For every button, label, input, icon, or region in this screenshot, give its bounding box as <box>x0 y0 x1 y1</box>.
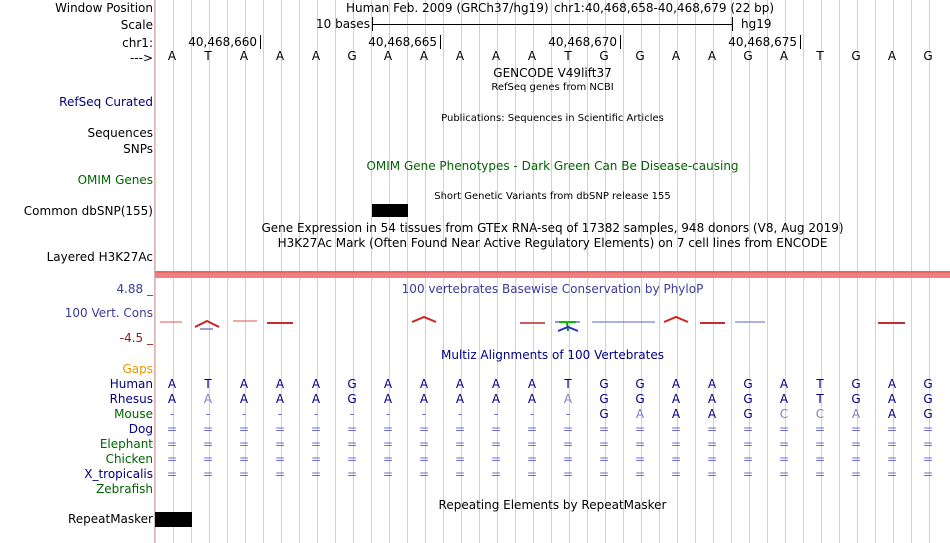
alignment-base: C <box>779 407 789 421</box>
alignment-base: = <box>202 467 214 481</box>
alignment-base: = <box>562 467 574 481</box>
alignment-base: A <box>887 407 897 421</box>
ruler-tick <box>260 35 261 49</box>
multiz-track-title[interactable]: Multiz Alignments of 100 Vertebrates <box>440 348 665 362</box>
alignment-base: A <box>167 392 177 406</box>
alignment-base: = <box>526 437 538 451</box>
alignment-base: T <box>204 377 212 391</box>
species-label-chicken[interactable]: Chicken <box>105 452 153 466</box>
alignment-base: C <box>815 407 825 421</box>
alignment-base: G <box>347 377 357 391</box>
alignment-base: = <box>346 422 358 436</box>
alignment-base: G <box>599 407 609 421</box>
ruler-tick <box>440 35 441 49</box>
alignment-base: = <box>310 422 322 436</box>
alignment-base: = <box>346 452 358 466</box>
alignment-base: = <box>454 422 466 436</box>
sequence-base: A <box>527 49 537 63</box>
alignment-base: = <box>346 467 358 481</box>
alignment-base: = <box>778 437 790 451</box>
alignment-base: = <box>166 437 178 451</box>
alignment-base: A <box>887 377 897 391</box>
alignment-base: = <box>526 422 538 436</box>
alignment-base: = <box>850 452 862 466</box>
alignment-base: = <box>670 437 682 451</box>
alignment-base: A <box>383 392 393 406</box>
sequence-base: G <box>347 49 357 63</box>
alignment-base: G <box>851 377 861 391</box>
alignment-base: = <box>850 467 862 481</box>
refseq-track-title[interactable]: RefSeq genes from NCBI <box>491 82 614 93</box>
alignment-base: = <box>634 437 646 451</box>
gencode-track-title[interactable]: GENCODE V49lift37 <box>493 66 612 80</box>
alignment-base: - <box>349 407 355 421</box>
alignment-base: T <box>564 377 572 391</box>
phylop-peak <box>195 321 219 327</box>
alignment-base: = <box>598 437 610 451</box>
alignment-base: G <box>851 392 861 406</box>
phylop-peak <box>412 317 436 322</box>
strand-arrow[interactable]: ---> <box>129 51 153 65</box>
alignment-base: = <box>562 452 574 466</box>
assembly-label: Human Feb. 2009 (GRCh37/hg19) <box>346 1 549 15</box>
sequence-base: A <box>671 49 681 63</box>
alignment-base: T <box>816 377 824 391</box>
dbsnp-feature[interactable] <box>372 204 408 217</box>
alignment-base: = <box>166 452 178 466</box>
alignment-base: A <box>167 377 177 391</box>
ruler-tick-label: 40,468,670 <box>548 35 617 49</box>
sequence-base: A <box>239 49 249 63</box>
alignment-base: = <box>490 437 502 451</box>
snps-label[interactable]: SNPs <box>123 142 153 156</box>
alignment-base: A <box>203 392 213 406</box>
omim-genes-label[interactable]: OMIM Genes <box>77 173 153 187</box>
species-label-x_tropicalis[interactable]: X_tropicalis <box>84 467 153 481</box>
alignment-base: = <box>742 452 754 466</box>
sequence-base: T <box>204 49 212 63</box>
alignment-base: = <box>814 422 826 436</box>
alignment-base: = <box>562 437 574 451</box>
scale-text: 10 bases <box>316 17 370 31</box>
sequence-base: A <box>707 49 717 63</box>
alignment-base: = <box>238 437 250 451</box>
alignment-base: = <box>454 437 466 451</box>
alignment-base: = <box>886 437 898 451</box>
alignment-base: A <box>491 377 501 391</box>
sequence-base: A <box>419 49 429 63</box>
window-position-value[interactable]: chr1:40,468,658-40,468,679 (22 bp) <box>554 1 775 15</box>
alignment-base: = <box>598 422 610 436</box>
scale-bar-right <box>732 17 733 31</box>
alignment-base: = <box>166 467 178 481</box>
alignment-base: A <box>383 377 393 391</box>
sequence-base: T <box>564 49 572 63</box>
alignment-base: = <box>742 437 754 451</box>
species-label-elephant[interactable]: Elephant <box>99 437 153 451</box>
alignment-base: A <box>455 392 465 406</box>
alignment-base: A <box>311 377 321 391</box>
alignment-base: = <box>742 422 754 436</box>
ruler-tick-label: 40,468,660 <box>188 35 257 49</box>
alignment-base: - <box>493 407 499 421</box>
alignment-base: = <box>706 467 718 481</box>
alignment-base: = <box>778 452 790 466</box>
ruler-tick <box>620 35 621 49</box>
alignment-base: = <box>418 452 430 466</box>
alignment-base: = <box>850 422 862 436</box>
alignment-base: - <box>241 407 247 421</box>
alignment-base: = <box>562 422 574 436</box>
alignment-base: G <box>743 407 753 421</box>
species-label-rhesus[interactable]: Rhesus <box>109 392 153 406</box>
sequence-base: A <box>455 49 465 63</box>
alignment-base: = <box>202 437 214 451</box>
alignment-base: = <box>526 467 538 481</box>
sequence-base: A <box>167 49 177 63</box>
alignment-base: = <box>490 467 502 481</box>
sequence-base: A <box>311 49 321 63</box>
chromosome-label: chr1: <box>122 36 153 50</box>
sequence-base: A <box>491 49 501 63</box>
alignment-base: = <box>418 437 430 451</box>
alignment-base: G <box>923 377 933 391</box>
alignment-base: = <box>202 422 214 436</box>
alignment-base: A <box>527 377 537 391</box>
alignment-base: A <box>707 407 717 421</box>
sequence-base: G <box>923 49 933 63</box>
repeatmasker-label[interactable]: RepeatMasker <box>67 512 153 526</box>
alignment-base: G <box>599 377 609 391</box>
alignment-base: A <box>455 377 465 391</box>
sequence-base: T <box>816 49 824 63</box>
scale-bar <box>372 24 733 25</box>
alignment-base: = <box>706 452 718 466</box>
alignment-base: = <box>382 452 394 466</box>
alignment-base: = <box>850 437 862 451</box>
sequence-base: G <box>851 49 861 63</box>
alignment-base: G <box>923 392 933 406</box>
alignment-base: = <box>886 452 898 466</box>
alignment-base: = <box>778 467 790 481</box>
alignment-base: = <box>598 467 610 481</box>
scale-db: hg19 <box>741 17 772 31</box>
alignment-base: A <box>563 392 573 406</box>
alignment-base: = <box>238 467 250 481</box>
window-position-label: Window Position <box>55 1 153 15</box>
alignment-base: = <box>382 467 394 481</box>
h3k27ac-signal-top <box>155 271 950 273</box>
alignment-base: = <box>670 452 682 466</box>
alignment-base: - <box>565 407 571 421</box>
common-dbsnp-label[interactable]: Common dbSNP(155) <box>23 204 153 218</box>
alignment-base: A <box>671 392 681 406</box>
sequence-base: G <box>599 49 609 63</box>
species-label-human[interactable]: Human <box>109 377 153 391</box>
alignment-base: = <box>238 422 250 436</box>
alignment-base: = <box>166 422 178 436</box>
alignment-base: A <box>239 392 249 406</box>
alignment-base: - <box>169 407 175 421</box>
alignment-base: A <box>779 377 789 391</box>
alignment-base: A <box>707 377 717 391</box>
alignment-base: = <box>634 467 646 481</box>
ruler-tick-label: 40,468,665 <box>368 35 437 49</box>
publications-track-title[interactable]: Publications: Sequences in Scientific Articles <box>441 113 664 124</box>
alignment-base: G <box>347 392 357 406</box>
alignment-base: T <box>816 392 824 406</box>
alignment-base: = <box>886 467 898 481</box>
alignment-base: G <box>743 377 753 391</box>
species-label-zebrafish[interactable]: Zebrafish <box>96 482 153 496</box>
vert-cons-label[interactable]: 100 Vert. Cons <box>64 306 153 320</box>
phylop-track-title[interactable]: 100 vertebrates Basewise Conservation by PhyloP <box>401 282 704 296</box>
alignment-base: = <box>454 467 466 481</box>
h3k27ac-track-title[interactable]: H3K27Ac Mark (Often Found Near Active Regulatory Elements) on 7 cell lines from ENCODE <box>277 236 828 250</box>
alignment-base: A <box>311 392 321 406</box>
alignment-base: = <box>670 422 682 436</box>
alignment-base: = <box>454 452 466 466</box>
alignment-base: A <box>851 407 861 421</box>
dbsnp-track-title[interactable]: Short Genetic Variants from dbSNP release 155 <box>434 191 671 202</box>
alignment-base: = <box>274 467 286 481</box>
alignment-base: A <box>671 407 681 421</box>
sequence-base: G <box>743 49 753 63</box>
alignment-base: = <box>922 422 934 436</box>
alignment-base: = <box>238 452 250 466</box>
alignment-base: G <box>635 392 645 406</box>
alignment-base: = <box>346 437 358 451</box>
alignment-base: = <box>670 467 682 481</box>
alignment-base: G <box>743 392 753 406</box>
species-label-mouse[interactable]: Mouse <box>114 407 153 421</box>
alignment-base: A <box>779 392 789 406</box>
alignment-base: = <box>598 452 610 466</box>
sequence-base: A <box>275 49 285 63</box>
alignment-base: A <box>239 377 249 391</box>
alignment-base: A <box>419 392 429 406</box>
repeatmasker-feature[interactable] <box>155 512 192 527</box>
alignment-base: A <box>491 392 501 406</box>
alignment-base: A <box>275 392 285 406</box>
alignment-base: = <box>706 422 718 436</box>
sequence-base: A <box>779 49 789 63</box>
omim-track-title[interactable]: OMIM Gene Phenotypes - Dark Green Can Be Disease-causing <box>366 159 739 173</box>
alignment-base: = <box>634 452 646 466</box>
alignment-base: = <box>778 422 790 436</box>
alignment-base: = <box>706 437 718 451</box>
alignment-base: = <box>526 452 538 466</box>
sequences-label[interactable]: Sequences <box>87 126 153 140</box>
alignment-base: = <box>742 467 754 481</box>
alignment-base: - <box>529 407 535 421</box>
alignment-base: = <box>310 437 322 451</box>
alignment-base: = <box>418 422 430 436</box>
ruler-tick-label: 40,468,675 <box>728 35 797 49</box>
alignment-base: = <box>274 452 286 466</box>
alignment-base: G <box>635 377 645 391</box>
refseq-curated-label[interactable]: RefSeq Curated <box>59 95 153 109</box>
alignment-base: = <box>202 452 214 466</box>
gtex-track-title[interactable]: Gene Expression in 54 tissues from GTEx RNA-seq of 17382 samples, 948 donors (V8, Aug 2019) <box>261 221 844 235</box>
alignment-base: = <box>382 422 394 436</box>
alignment-base: = <box>886 422 898 436</box>
alignment-base: - <box>457 407 463 421</box>
alignment-base: - <box>313 407 319 421</box>
alignment-base: = <box>274 437 286 451</box>
alignment-base: = <box>634 422 646 436</box>
alignment-base: A <box>707 392 717 406</box>
alignment-base: = <box>418 467 430 481</box>
repeatmasker-track-title[interactable]: Repeating Elements by RepeatMasker <box>438 498 667 512</box>
alignment-base: A <box>887 392 897 406</box>
alignment-base: = <box>274 422 286 436</box>
cons-min-label: -4.5 _ <box>119 331 153 345</box>
alignment-base: - <box>205 407 211 421</box>
alignment-base: - <box>277 407 283 421</box>
sequence-base: A <box>383 49 393 63</box>
alignment-base: G <box>599 392 609 406</box>
alignment-base: = <box>490 452 502 466</box>
alignment-base: A <box>635 407 645 421</box>
alignment-base: A <box>527 392 537 406</box>
species-label-dog[interactable]: Dog <box>128 422 153 436</box>
phylop-peak <box>664 317 688 322</box>
gaps-label[interactable]: Gaps <box>122 362 153 376</box>
alignment-base: = <box>310 452 322 466</box>
ruler-tick <box>800 35 801 49</box>
alignment-base: = <box>814 467 826 481</box>
alignment-base: = <box>490 422 502 436</box>
alignment-base: - <box>385 407 391 421</box>
layered-h3k27ac-label[interactable]: Layered H3K27Ac <box>46 250 153 264</box>
alignment-base: = <box>922 437 934 451</box>
alignment-base: - <box>421 407 427 421</box>
alignment-base: = <box>922 452 934 466</box>
alignment-base: A <box>671 377 681 391</box>
alignment-base: = <box>382 437 394 451</box>
alignment-base: G <box>923 407 933 421</box>
alignment-base: = <box>814 437 826 451</box>
sequence-base: G <box>635 49 645 63</box>
alignment-base: A <box>275 377 285 391</box>
sequence-base: A <box>887 49 897 63</box>
scale-label: Scale <box>120 18 153 32</box>
alignment-base: = <box>310 467 322 481</box>
alignment-base: A <box>419 377 429 391</box>
alignment-base: = <box>814 452 826 466</box>
phylop-plot <box>155 308 950 338</box>
alignment-base: = <box>922 467 934 481</box>
cons-max-label: 4.88 _ <box>116 282 153 296</box>
